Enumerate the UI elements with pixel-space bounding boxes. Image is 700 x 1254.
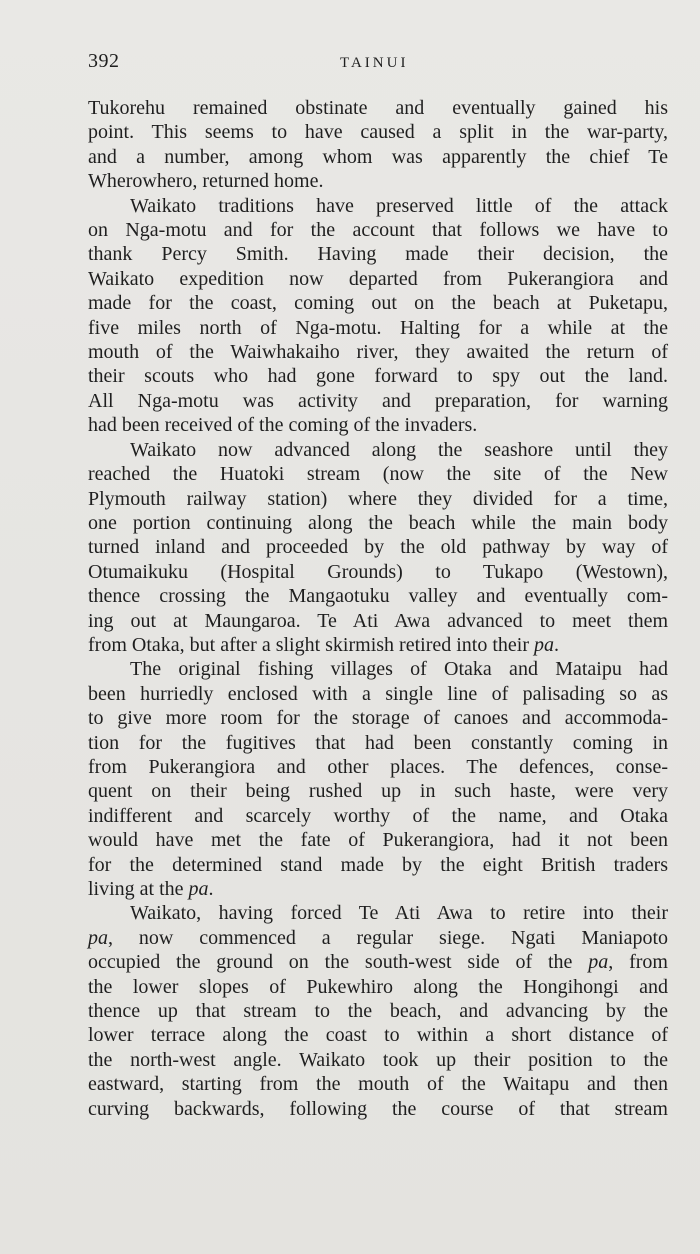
text-line: five miles north of Nga-motu. Halting for a while at the: [88, 316, 668, 339]
text-line: pa, now commenced a regular siege. Ngati Maniapoto: [88, 926, 668, 949]
body-text: [88, 96, 668, 1121]
text-line: Otumaikuku (Hospital Grounds) to Tukapo (Westown),: [88, 560, 668, 583]
text-line: one portion continuing along the beach while the main body: [88, 511, 668, 534]
text-line: mouth of the Waiwhakaiho river, they awaited the return of: [88, 341, 668, 364]
text-line: Waikato, having forced Te Ati Awa to retire into their: [130, 902, 668, 925]
text-line: to give more room for the storage of canoes and accommoda-: [88, 707, 668, 730]
text-line: the lower slopes of Pukewhiro along the Hongihongi and: [88, 975, 668, 998]
text-line: All Nga-motu was activity and preparation, for warning: [88, 389, 668, 412]
text-line: Waikato expedition now departed from Pukerangiora and: [88, 267, 668, 290]
text-line: their scouts who had gone forward to spy out the land.: [88, 365, 668, 388]
text-line: Plymouth railway station) where they divided for a time,: [88, 487, 668, 510]
text-line: for the determined stand made by the eight British traders: [88, 853, 668, 876]
running-title: TAINUI: [340, 55, 409, 71]
text-line: tion for the fugitives that had been constantly coming in: [88, 731, 668, 754]
text-line: occupied the ground on the south-west side of the pa, from: [88, 951, 668, 974]
text-line: quent on their being rushed up in such haste, were very: [88, 780, 668, 803]
text-line: reached the Huatoki stream (now the site of the New: [88, 463, 668, 486]
text-line: turned inland and proceeded by the old pathway by way of: [88, 536, 668, 559]
text-line: Wherowhero, returned home.: [88, 170, 324, 193]
text-line: Waikato now advanced along the seashore until they: [130, 438, 668, 461]
text-line: thence up that stream to the beach, and advancing by the: [88, 1000, 668, 1023]
text-line: Waikato traditions have preserved little of the attack: [130, 194, 668, 217]
text-line: indifferent and scarcely worthy of the name, and Otaka: [88, 804, 668, 827]
text-line: made for the coast, coming out on the beach at Puketapu,: [88, 292, 668, 315]
text-line: point. This seems to have caused a split in the war-party,: [88, 121, 668, 144]
text-line: from Pukerangiora and other places. The defences, conse-: [88, 755, 668, 778]
text-line: lower terrace along the coast to within a short distance of: [88, 1024, 668, 1047]
page-number: 392: [88, 50, 120, 72]
text-line: had been received of the coming of the invaders.: [88, 414, 478, 437]
text-line: The original fishing villages of Otaka and Mataipu had: [130, 658, 668, 681]
text-line: living at the pa.: [88, 878, 214, 900]
text-line: eastward, starting from the mouth of the Waitapu and then: [88, 1073, 668, 1096]
text-line: from Otaka, but after a slight skirmish retired into their pa.: [88, 633, 559, 656]
page-header: [0, 50, 700, 80]
text-line: curving backwards, following the course of that stream: [88, 1097, 668, 1120]
text-line: would have met the fate of Pukerangiora, had it not been: [88, 829, 668, 852]
text-line: the north-west angle. Waikato took up their position to the: [88, 1048, 668, 1071]
text-line: Tukorehu remained obstinate and eventually gained his: [88, 97, 668, 119]
text-line: been hurriedly enclosed with a single line of palisading so as: [88, 682, 668, 705]
text-line: and a number, among whom was apparently the chief Te: [88, 145, 668, 168]
text-line: on Nga-motu and for the account that follows we have to: [88, 219, 668, 242]
text-line: thence crossing the Mangaotuku valley and eventually com-: [88, 585, 668, 608]
text-line: thank Percy Smith. Having made their decision, the: [88, 243, 668, 266]
text-line: ing out at Maungaroa. Te Ati Awa advanced to meet them: [88, 609, 668, 632]
